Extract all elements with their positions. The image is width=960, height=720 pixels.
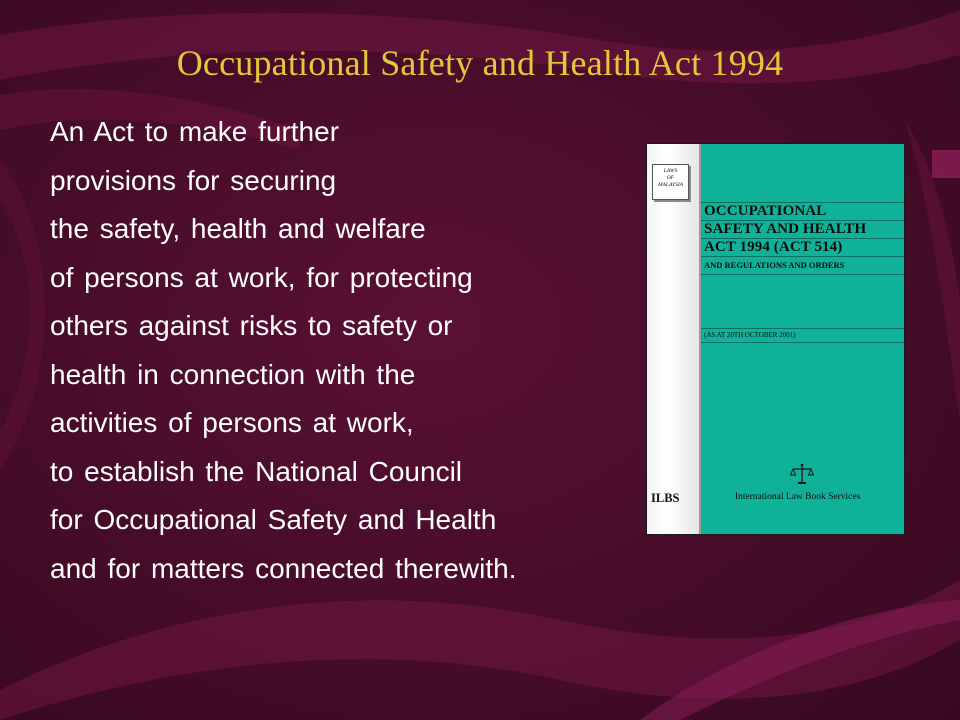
description-line: others against risks to safety or bbox=[50, 310, 453, 341]
laws-of-malaysia-badge bbox=[652, 164, 689, 200]
cover-rule bbox=[701, 274, 904, 275]
description-line: of persons at work, for protecting bbox=[50, 261, 473, 293]
description-line: An Act to make further bbox=[50, 116, 340, 147]
book-front-cover bbox=[701, 144, 904, 534]
badge-line: MALAYSIA bbox=[657, 182, 684, 188]
swoosh-left-curve bbox=[0, 160, 45, 470]
description-line: activities of persons at work, bbox=[50, 407, 414, 438]
description-line: to establish the National Council bbox=[50, 455, 463, 487]
cover-rule bbox=[701, 342, 904, 343]
description-line: health in connection with the bbox=[50, 358, 416, 390]
cover-title-line: OCCUPATIONAL bbox=[704, 203, 827, 219]
book-cover-image bbox=[647, 144, 904, 534]
act-description bbox=[50, 108, 516, 593]
swoosh-right-tab bbox=[932, 150, 960, 178]
description-line: for Occupational Safety and Health bbox=[50, 504, 497, 535]
cover-title-line: ACT 1994 (ACT 514) bbox=[704, 239, 843, 255]
cover-subtitle: AND REGULATIONS AND ORDERS bbox=[704, 260, 845, 270]
spine-label: ILBS bbox=[651, 491, 680, 505]
description-line: the safety, health and welfare bbox=[50, 213, 426, 244]
description-line: and for matters connected therewith. bbox=[50, 552, 517, 584]
publisher-name: International Law Book Services bbox=[735, 492, 861, 502]
badge-line: OF bbox=[666, 175, 675, 181]
badge-line: LAWS bbox=[663, 168, 678, 174]
cover-rule bbox=[701, 256, 904, 257]
slide-title: Occupational Safety and Health Act 1994 bbox=[176, 43, 784, 83]
cover-title-line: SAFETY AND HEALTH bbox=[704, 221, 867, 237]
cover-rule bbox=[701, 328, 904, 329]
book-spine bbox=[647, 144, 701, 534]
scales-of-justice-icon bbox=[790, 463, 814, 485]
description-line: provisions for securing bbox=[50, 164, 337, 196]
cover-date: (AS AT 20TH OCTOBER 2001) bbox=[704, 331, 796, 339]
